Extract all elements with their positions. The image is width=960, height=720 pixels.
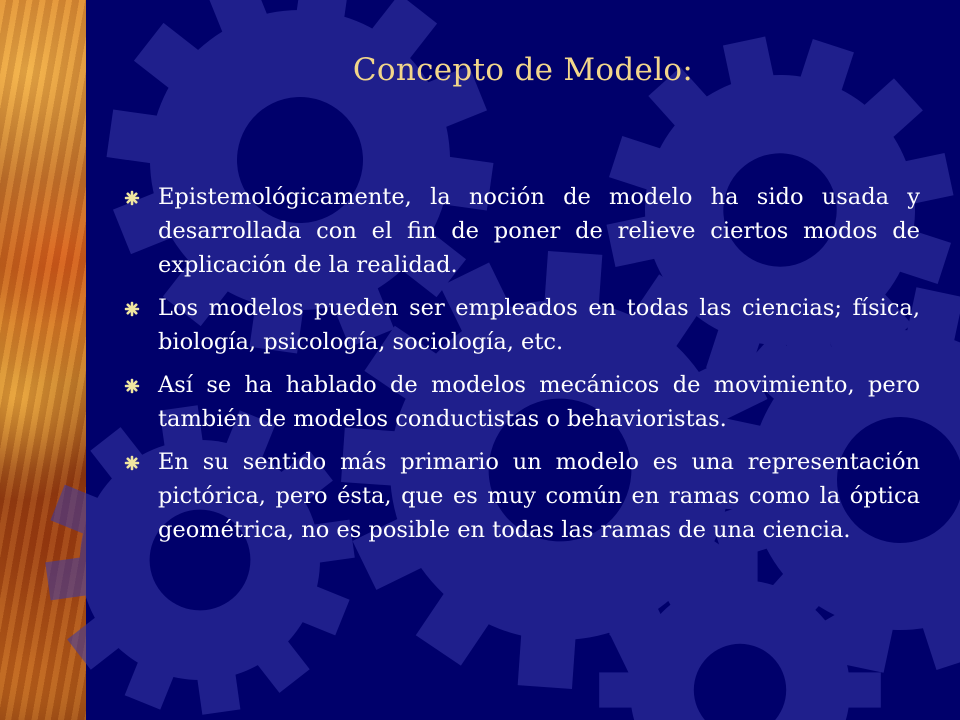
bullet-item <box>120 180 920 282</box>
bullet-item <box>120 445 920 547</box>
bullet-text: Así se ha hablado de modelos mecánicos de movimiento, pero también de modelos conductistas o behavioristas. <box>158 372 920 432</box>
bullet-text: Los modelos pueden ser empleados en todas las ciencias; física, biología, psicología, sociología, etc. <box>158 295 920 355</box>
bullet-list <box>120 180 920 556</box>
bullet-item <box>120 368 920 436</box>
asterisk-flower-icon <box>124 190 140 206</box>
bullet-text: Epistemológicamente, la noción de modelo ha sido usada y desarrollada con el fin de poner de relieve ciertos modos de explicación de la realidad. <box>158 184 920 278</box>
bullet-item <box>120 291 920 359</box>
slide-title: Concepto de Modelo: <box>352 52 694 88</box>
bullet-text: En su sentido más primario un modelo es una representación pictórica, pero ésta, que es muy común en ramas como la óptica geométrica, no es posible en todas las ramas de una ciencia. <box>158 449 920 543</box>
asterisk-flower-icon <box>124 378 140 394</box>
asterisk-flower-icon <box>124 455 140 471</box>
asterisk-flower-icon <box>124 301 140 317</box>
